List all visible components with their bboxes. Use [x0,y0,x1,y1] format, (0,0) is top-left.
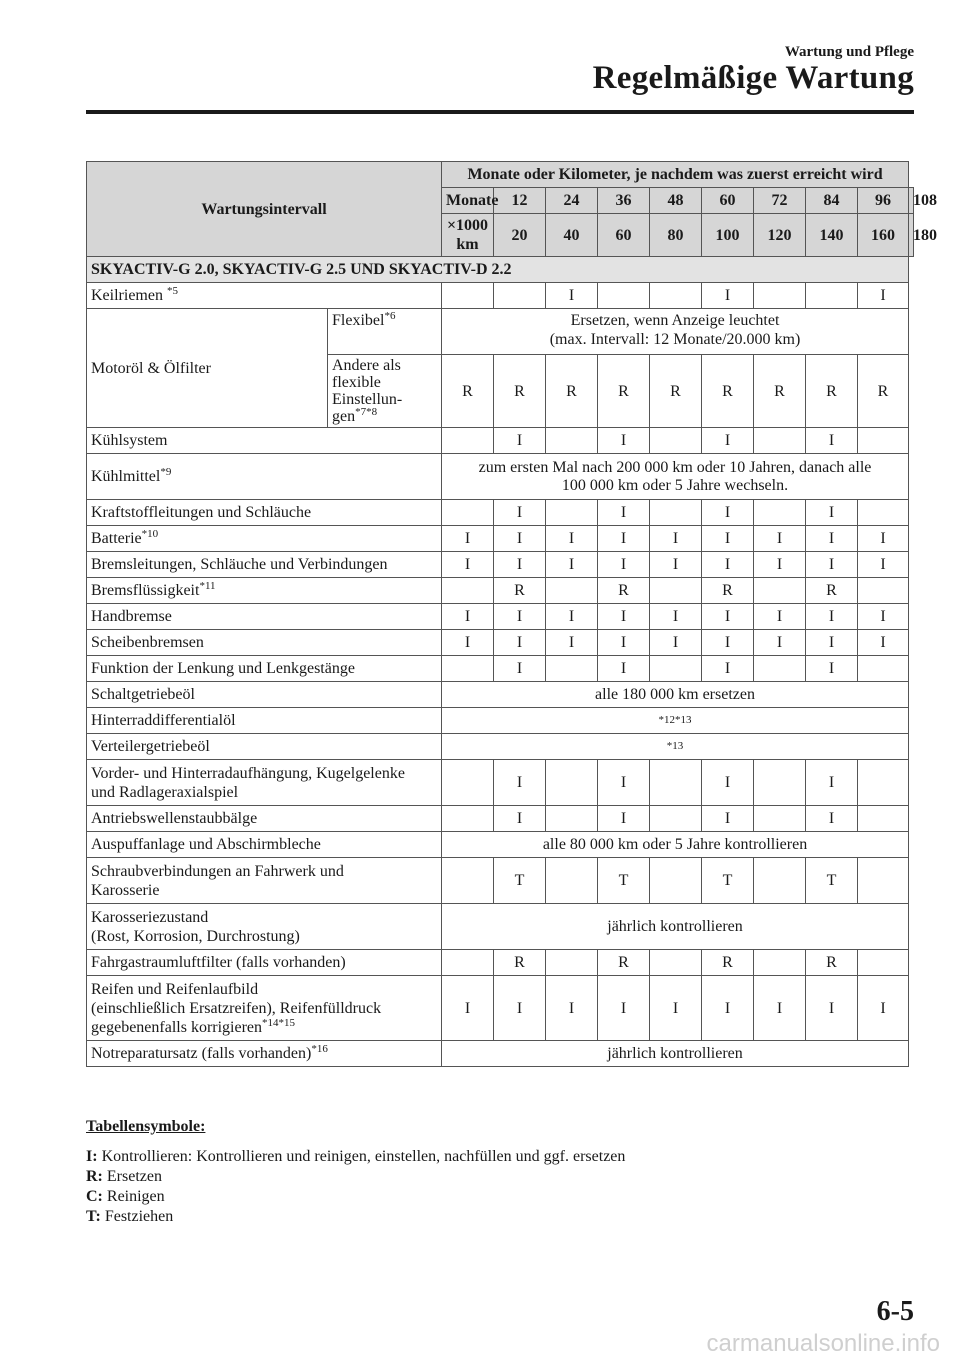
item-text: Batterie [91,530,142,547]
item-line: flexible [332,374,381,391]
schedule-cell [858,578,909,604]
month-value: 60 [702,188,754,214]
merged-text: (max. Intervall: 12 Monate/20.000 km) [549,331,801,348]
item-line: (einschließlich Ersatzreifen), Reifenfülldruck [91,999,382,1017]
schedule-cell: I [442,526,494,552]
schedule-cell: I [546,552,598,578]
schedule-cell: I [858,976,909,1041]
schedule-cell: I [702,604,754,630]
schedule-cell [858,760,909,806]
interval-header: Wartungsintervall [87,162,442,257]
schedule-cell [442,858,494,904]
schedule-cell: I [702,760,754,806]
watermark: carmanualsonline.info [706,1330,940,1357]
schedule-cell: I [702,656,754,682]
merged-text: Ersetzen, wenn Anzeige leuchtet [570,312,780,329]
schedule-cell: R [806,950,858,976]
item-line: und Radlageraxialspiel [91,783,239,801]
item-label [87,806,442,832]
schedule-cell: T [806,858,858,904]
item-text: Auspuffanlage und Abschirmbleche [91,836,321,853]
item-label: Motoröl & Ölfilter [87,309,328,428]
schedule-cell [442,428,494,454]
schedule-cell: I [598,630,650,656]
item-label [87,428,442,454]
schedule-cell: I [702,500,754,526]
table-row [87,760,914,806]
legend-item [86,1187,625,1207]
schedule-cell: I [806,552,858,578]
item-line: Karosserie [91,881,160,899]
schedule-cell: I [858,283,909,309]
item-text: Kühlmittel [91,468,161,485]
schedule-cell [754,760,806,806]
km-value: 40 [546,214,598,257]
schedule-cell: R [702,950,754,976]
item-label [87,500,442,526]
item-text: Funktion der Lenkung und Lenkgestänge [91,660,355,677]
legend-item [86,1147,625,1167]
legend-text: Festziehen [104,1208,174,1225]
schedule-cell: I [442,604,494,630]
schedule-cell [650,806,702,832]
km-value: 60 [598,214,650,257]
schedule-cell: R [702,355,754,428]
footnote-ref: *10 [141,528,159,540]
schedule-cell: I [442,630,494,656]
schedule-cell: I [754,604,806,630]
legend-key: I: [86,1148,98,1165]
legend-title: Tabellensymbole: [86,1118,206,1135]
schedule-cell [650,428,702,454]
schedule-cell: I [494,552,546,578]
schedule-cell: I [702,428,754,454]
schedule-cell: I [546,283,598,309]
item-line: (Rost, Korrosion, Durchrostung) [91,927,300,945]
table-row [87,1041,914,1067]
footnote-ref: *7*8 [355,406,378,418]
schedule-cell: R [494,355,546,428]
item-text: Keilriemen [91,287,167,304]
schedule-cell: I [858,630,909,656]
schedule-cell: R [806,355,858,428]
schedule-cell: R [806,578,858,604]
schedule-cell: I [702,526,754,552]
schedule-cell [442,760,494,806]
schedule-cell: I [494,500,546,526]
item-line: gegebenenfalls korrigieren [91,1018,263,1036]
schedule-cell: R [546,355,598,428]
item-line: Einstellun- [332,391,403,408]
schedule-cell: I [546,630,598,656]
month-value: 24 [546,188,598,214]
schedule-cell [442,500,494,526]
item-line: gen [332,408,356,425]
schedule-cell: I [494,604,546,630]
schedule-cell: I [650,630,702,656]
table-row [87,858,914,904]
item-text: Fahrgastraumluftfilter (falls vorhanden) [91,954,346,971]
schedule-cell [650,760,702,806]
table-row [87,552,914,578]
schedule-cell: I [754,552,806,578]
merged-cell: alle 80 000 km oder 5 Jahre kontrollieren [442,832,909,858]
schedule-cell: I [598,428,650,454]
item-label [87,604,442,630]
item-label [87,283,442,309]
month-value: 48 [650,188,702,214]
merged-cell: jährlich kontrollieren [442,904,909,950]
schedule-cell [754,656,806,682]
schedule-cell: I [494,526,546,552]
schedule-cell: T [702,858,754,904]
schedule-cell: I [858,552,909,578]
table-row [87,630,914,656]
schedule-cell: I [806,760,858,806]
month-value: 36 [598,188,650,214]
schedule-cell: I [702,976,754,1041]
month-value: 12 [494,188,546,214]
item-label [87,832,442,858]
item-line: Vorder- und Hinterradaufhängung, Kugelgelenke [91,764,405,782]
legend-text: Reinigen [106,1188,165,1205]
schedule-cell: I [806,428,858,454]
schedule-cell [754,428,806,454]
schedule-cell: I [702,806,754,832]
item-label [87,656,442,682]
schedule-cell [858,428,909,454]
item-text: Handbremse [91,608,172,625]
item-label [87,760,442,806]
schedule-cell: I [806,604,858,630]
schedule-cell: I [754,630,806,656]
schedule-cell [442,578,494,604]
schedule-cell: R [650,355,702,428]
schedule-cell: R [442,355,494,428]
schedule-cell [650,858,702,904]
schedule-cell: I [806,500,858,526]
item-label [87,526,442,552]
schedule-cell: I [494,806,546,832]
schedule-cell [546,950,598,976]
schedule-cell [650,578,702,604]
schedule-cell: I [598,552,650,578]
schedule-cell [546,578,598,604]
table-row [87,734,914,760]
schedule-cell [858,656,909,682]
schedule-cell: I [546,526,598,552]
item-label [87,1041,442,1067]
table-row [87,526,914,552]
footnote-ref: *6 [384,310,396,322]
schedule-cell: I [494,760,546,806]
schedule-cell: I [494,656,546,682]
page-title: Regelmäßige Wartung [592,60,914,96]
schedule-cell [442,950,494,976]
item-label [87,950,442,976]
merged-text: zum ersten Mal nach 200 000 km oder 10 Jahren, danach alle [478,458,872,476]
table-row [87,428,914,454]
table-row [87,708,914,734]
table-row [87,309,914,355]
schedule-cell [546,428,598,454]
km-label: ×1000 km [442,214,494,257]
schedule-cell: I [598,656,650,682]
schedule-cell [858,858,909,904]
item-line: Reifen und Reifenlaufbild [91,980,259,998]
merged-note-cell: *13 [442,734,909,760]
schedule-cell [754,858,806,904]
merged-cell: alle 180 000 km ersetzen [442,682,909,708]
schedule-cell [546,806,598,832]
schedule-cell [754,283,806,309]
table-row [87,656,914,682]
schedule-cell [546,656,598,682]
item-text: Hinterraddifferentialöl [91,712,236,729]
schedule-cell: R [494,578,546,604]
table-row [87,976,914,1041]
engine-section-header: SKYACTIV-G 2.0, SKYACTIV-G 2.5 UND SKYACTIV-D 2.2 [87,257,909,283]
sub-item-text: Flexibel [332,312,385,329]
schedule-cell: I [598,760,650,806]
schedule-cell: I [858,526,909,552]
km-value: 20 [494,214,546,257]
item-line: Karosseriezustand [91,908,209,926]
item-label [87,734,442,760]
footnote-ref: *9 [160,466,172,478]
schedule-cell: I [806,656,858,682]
item-label [87,858,442,904]
schedule-cell [806,283,858,309]
item-text: Bremsleitungen, Schläuche und Verbindungen [91,556,388,573]
schedule-cell: R [754,355,806,428]
legend-text: Ersetzen [106,1168,162,1185]
table-row [87,283,914,309]
schedule-cell: I [650,604,702,630]
schedule-cell: I [650,526,702,552]
footnote-ref: *14*15 [262,1016,296,1029]
schedule-cell: R [858,355,909,428]
month-value: 96 [858,188,909,214]
item-label [87,552,442,578]
schedule-cell [858,500,909,526]
schedule-cell: T [494,858,546,904]
table-row [87,500,914,526]
legend-text: Kontrollieren: Kontrollieren und reinigen, einstellen, nachfüllen und ggf. ersetzen [101,1148,626,1165]
sub-item-label [328,355,442,428]
schedule-cell [442,283,494,309]
legend-item [86,1207,625,1227]
schedule-cell: I [754,976,806,1041]
schedule-cell: I [702,630,754,656]
merged-cell [442,309,909,355]
item-text: Kühlsystem [91,432,168,449]
schedule-cell: I [858,604,909,630]
month-value: 72 [754,188,806,214]
item-line: Andere als [332,357,401,374]
schedule-cell: I [546,976,598,1041]
schedule-cell [650,500,702,526]
schedule-cell [858,806,909,832]
item-label [87,682,442,708]
schedule-cell: I [598,806,650,832]
schedule-cell [546,858,598,904]
schedule-cell: R [598,950,650,976]
table-row [87,578,914,604]
month-value: 108 [909,188,914,214]
table-row [87,904,914,950]
merged-note-cell: *12*13 [442,708,909,734]
schedule-cell: I [806,630,858,656]
schedule-cell: I [650,976,702,1041]
footnote-ref: *11 [199,580,216,592]
schedule-cell [754,500,806,526]
item-text: Bremsflüssigkeit [91,582,200,599]
item-text: Schaltgetriebeöl [91,686,195,703]
schedule-cell: I [754,526,806,552]
schedule-cell [546,500,598,526]
item-line: Schraubverbindungen an Fahrwerk und [91,862,344,880]
legend-key: R: [86,1168,103,1185]
item-label [87,976,442,1041]
schedule-cell [650,656,702,682]
item-text: Antriebswellenstaubbälge [91,810,258,827]
schedule-cell [754,578,806,604]
schedule-cell: I [702,552,754,578]
schedule-cell [546,760,598,806]
schedule-cell: I [598,604,650,630]
schedule-cell: I [598,526,650,552]
item-text: Kraftstoffleitungen und Schläuche [91,504,312,521]
legend-key: T: [86,1208,101,1225]
schedule-cell [754,950,806,976]
item-text: Verteilergetriebeöl [91,738,210,755]
item-label [87,904,442,950]
maintenance-schedule-table [86,161,938,1067]
schedule-cell [650,283,702,309]
merged-text: 100 000 km oder 5 Jahre wechseln. [561,476,789,494]
sub-item-label [328,309,442,355]
page-number: 6-5 [876,1296,914,1327]
schedule-cell [442,806,494,832]
table-row [87,950,914,976]
legend-key: C: [86,1188,103,1205]
span-header: Monate oder Kilometer, je nachdem was zuerst erreicht wird [442,162,909,188]
section-label: Wartung und Pflege [784,44,914,60]
item-label [87,708,442,734]
schedule-cell: I [442,552,494,578]
legend [86,1117,625,1227]
header-divider [86,110,914,114]
schedule-cell: I [494,630,546,656]
schedule-cell: I [598,976,650,1041]
item-label [87,630,442,656]
schedule-cell: R [598,578,650,604]
table-row [87,454,914,500]
km-value: 160 [858,214,909,257]
schedule-cell [598,283,650,309]
schedule-cell [650,950,702,976]
months-label: Monate [442,188,494,214]
table-row [87,832,914,858]
legend-item [86,1167,625,1187]
schedule-cell: I [494,976,546,1041]
merged-cell [442,454,909,500]
km-value: 120 [754,214,806,257]
schedule-cell: I [546,604,598,630]
km-value: 80 [650,214,702,257]
schedule-cell: R [598,355,650,428]
item-label [87,454,442,500]
km-value: 140 [806,214,858,257]
schedule-cell: I [442,976,494,1041]
merged-cell: jährlich kontrollieren [442,1041,909,1067]
km-value: 100 [702,214,754,257]
schedule-cell: R [702,578,754,604]
schedule-cell [754,806,806,832]
schedule-cell: I [598,500,650,526]
schedule-cell: I [650,552,702,578]
table-row [87,682,914,708]
schedule-cell: I [494,428,546,454]
table-row [87,604,914,630]
item-label [87,578,442,604]
schedule-cell: R [494,950,546,976]
item-text: Scheibenbremsen [91,634,204,651]
schedule-cell [858,950,909,976]
schedule-cell [494,283,546,309]
schedule-cell [442,656,494,682]
schedule-cell: I [806,526,858,552]
schedule-cell: I [806,976,858,1041]
item-text: Notreparatursatz (falls vorhanden) [91,1045,312,1062]
schedule-cell: T [598,858,650,904]
footnote-ref: *5 [166,285,178,297]
km-value: 180 [909,214,914,257]
month-value: 84 [806,188,858,214]
table-row [87,806,914,832]
schedule-cell: I [702,283,754,309]
schedule-cell: I [806,806,858,832]
footnote-ref: *16 [311,1043,328,1055]
